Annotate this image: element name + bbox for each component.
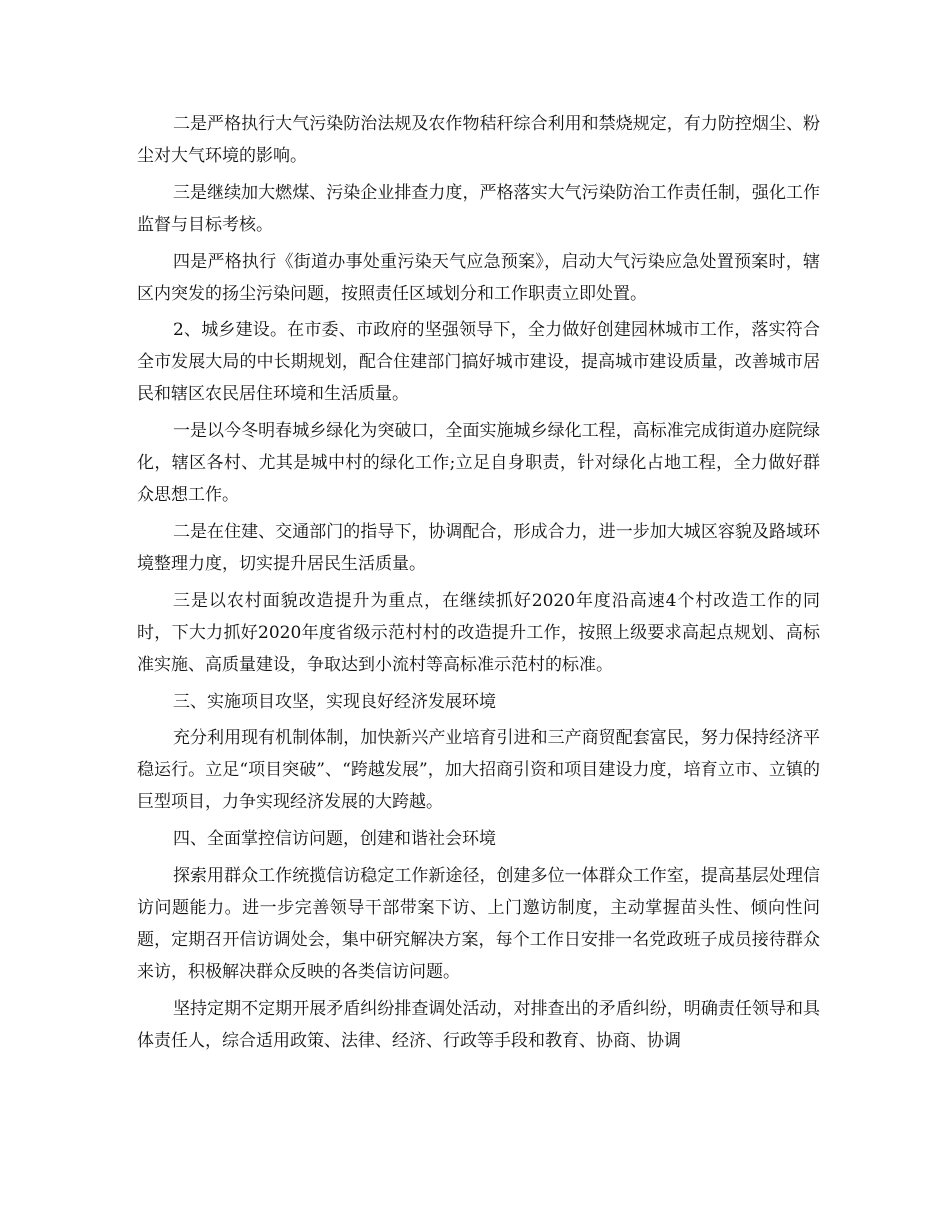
paragraph-8: 充分利用现有机制体制，加快新兴产业培育引进和三产商贸配套富民，努力保持经济平稳运行。立足“项目突破”、“跨越发展”，加大招商引资和项目建设力度，培育立市、立镇的巨型项目，力争实现经济发展的大跨越。: [137, 728, 820, 813]
paragraph-7: 三是以农村面貌改造提升为重点，在继续抓好2020年度沿高速4个村改造工作的同时，下大力抓好2020年度省级示范村村的改造提升工作，按照上级要求高起点规划、高标准实施、高质量建设，争取达到小流村等高标准示范村的标准。: [137, 590, 820, 675]
paragraph-10: 坚持定期不定期开展矛盾纠纷排查调处活动，对排查出的矛盾纠纷，明确责任领导和具体责任人，综合适用政策、法律、经济、行政等手段和教育、协商、协调: [137, 998, 820, 1051]
paragraph-4: 2、城乡建设。在市委、市政府的坚强领导下，全力做好创建园林城市工作，落实符合全市发展大局的中长期规划，配合住建部门搞好城市建设，提高城市建设质量，改善城市居民和辖区农民居住环境和生活质量。: [137, 320, 820, 405]
paragraph-3: 四是严格执行《街道办事处重污染天气应急预案》，启动大气污染应急处置预案时，辖区内突发的扬尘污染问题，按照责任区域划分和工作职责立即处置。: [137, 251, 820, 304]
paragraph-2: 三是继续加大燃煤、污染企业排查力度，严格落实大气污染防治工作责任制，强化工作监督与目标考核。: [137, 182, 820, 235]
paragraph-1: 二是严格执行大气污染防治法规及农作物秸秆综合利用和禁烧规定，有力防控烟尘、粉尘对大气环境的影响。: [137, 114, 820, 166]
section-heading-3: 三、实施项目攻坚，实现良好经济发展环境: [173, 691, 496, 712]
section-heading-4: 四、全面掌控信访问题，创建和谐社会环境: [173, 829, 496, 850]
paragraph-5: 一是以今冬明春城乡绿化为突破口，全面实施城乡绿化工程，高标准完成街道办庭院绿化，辖区各村、尤其是城中村的绿化工作;立足自身职责，针对绿化占地工程，全力做好群众思想工作。: [137, 421, 820, 506]
paragraph-6: 二是在住建、交通部门的指导下，协调配合，形成合力，进一步加大城区容貌及路域环境整理力度，切实提升居民生活质量。: [137, 521, 820, 574]
paragraph-9: 探索用群众工作统揽信访稳定工作新途径，创建多位一体群众工作室，提高基层处理信访问题能力。进一步完善领导干部带案下访、上门邀访制度，主动掌握苗头性、倾向性问题，定期召开信访调处会，集中研究解决方案，每个工作日安排一名党政班子成员接待群众来访，积极解决群众反映的各类信访问题。: [137, 865, 820, 982]
